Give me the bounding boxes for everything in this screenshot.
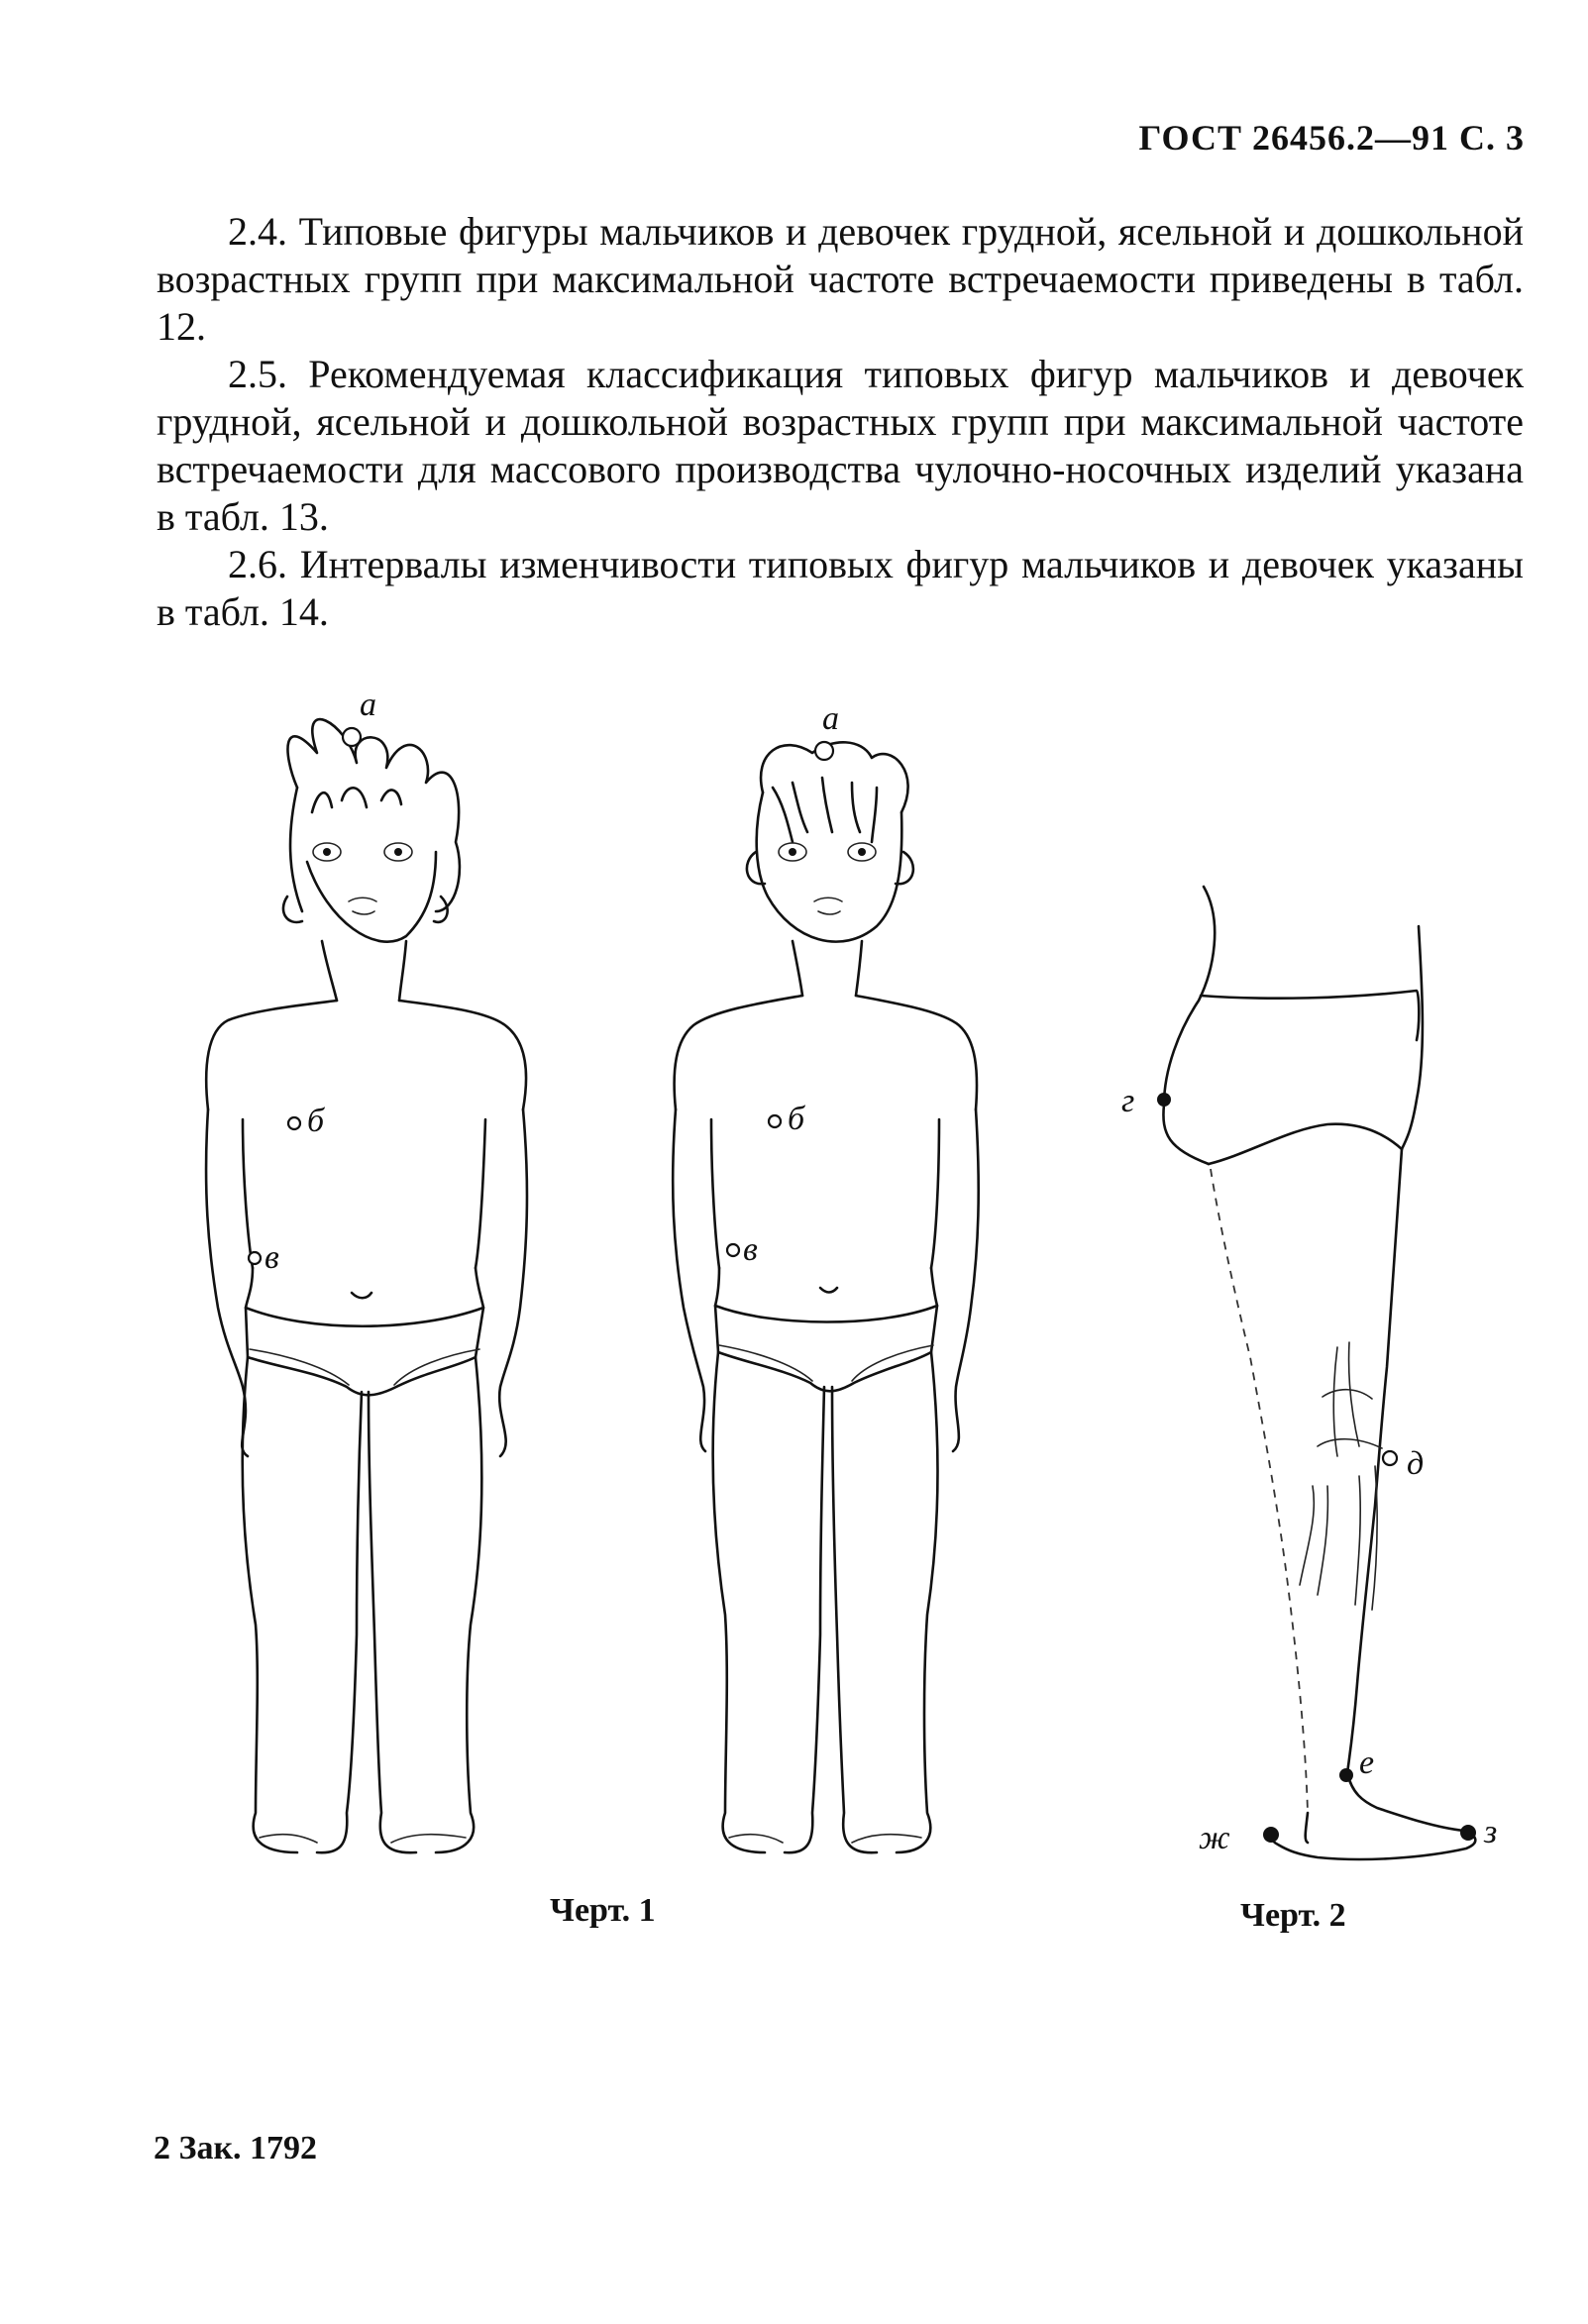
paragraph-2-4: 2.4. Типовые фигуры мальчиков и девочек грудной, ясельной и дошкольной возрастных групп при максимальной частоте встречаемости приведены в табл. 12. [157,209,1524,349]
paragraph-2-6: 2.6. Интервалы изменчивости типовых фигур мальчиков и девочек указаны в табл. 14. [157,542,1524,634]
point-d-label: д [1407,1445,1425,1482]
point-b-label: б [307,1103,325,1139]
figure2-caption: Черт. 2 [1240,1897,1346,1934]
point-z-label: з [1484,1814,1498,1850]
point-a-label-2: а [822,700,839,737]
point-b-label-2: б [788,1101,805,1137]
point-v-label-2: в [743,1231,758,1268]
paragraph-2-5: 2.5. Рекомендуемая классификация типовых фигур мальчиков и девочек грудной, ясельной и дошкольной возрастных групп при максимальной частоте встречаемости для массового производства чулочно-носочных изделий указана в табл. 13. [157,352,1524,539]
figure1-caption: Черт. 1 [550,1892,656,1929]
page-header: ГОСТ 26456.2—91 С. 3 [1138,118,1525,158]
point-a-label: а [360,687,376,723]
page-footer: 2 Зак. 1792 [154,2130,318,2166]
point-zh-label: ж [1199,1820,1230,1856]
child-figure-right [673,700,979,1852]
point-v-label: в [265,1239,279,1276]
child-figure-left [206,687,527,1852]
point-g-label: г [1121,1083,1135,1119]
point-e-label: е [1359,1744,1375,1781]
leg-profile-figure [1121,887,1497,1859]
